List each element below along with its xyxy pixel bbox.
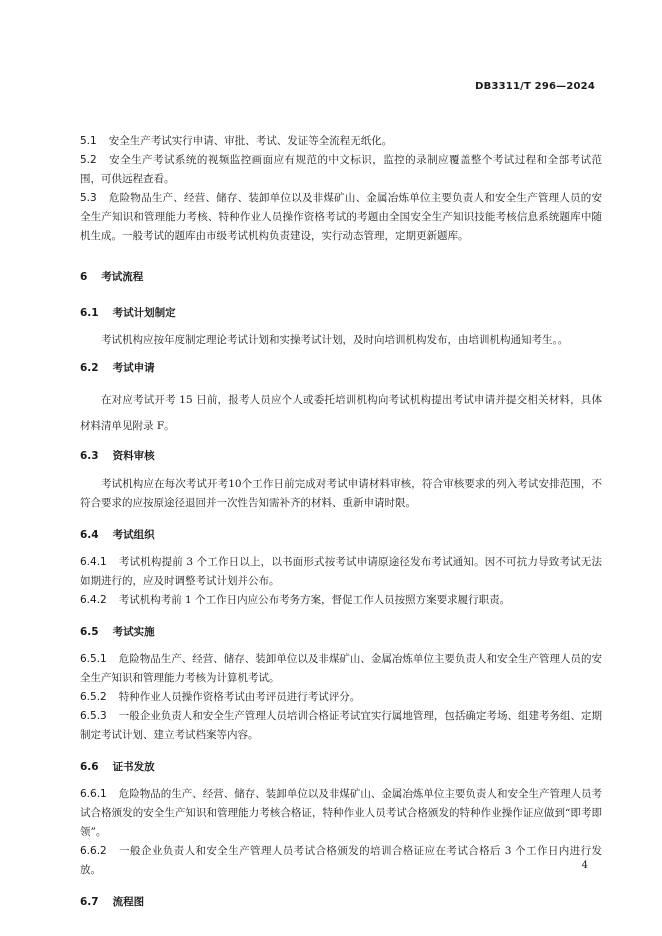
clause-text: 考试机构提前 3 个工作日以上，以书面形式按考试申请原途径发布考试通知。因不可抗力导致考试无法如期进行的，应及时调整考试计划并公布。 [80,556,602,587]
section-6-3-heading [80,447,602,466]
document-code: DB3311/T 296—2024 [475,81,595,92]
section-title: 考试组织 [112,529,155,541]
section-number: 6.4 [80,529,99,541]
clause-6-5-3 [80,707,602,745]
section-number: 6.5 [80,626,99,638]
clause-number: 6.6.1 [80,788,107,800]
clause-text: 危险物品的生产、经营、储存、装卸单位以及非煤矿山、金属冶炼单位主要负责人和安全生产管理人员考试合格颁发的安全生产知识和管理能力考核合格证，特种作业人员考试合格颁发的特种作业操作证应做到“即考即领”。 [80,788,602,838]
clause-6-4-1 [80,553,602,591]
clause-number: 5.2 [80,154,97,166]
clause-text: 特种作业人员操作资格考试由考评员进行考试评分。 [118,691,361,703]
clause-number: 5.1 [80,135,97,147]
page-number: 4 [581,860,588,871]
section-6-heading [80,268,602,287]
section-title: 考试申请 [112,362,155,374]
clause-number: 6.6.2 [80,845,107,857]
section-title: 流程图 [112,896,145,908]
section-number: 6.2 [80,362,99,374]
section-6-1-heading [80,304,602,323]
clause-6-5-2 [80,688,602,707]
section-number: 6.7 [80,896,99,908]
section-title: 考试实施 [112,626,155,638]
clause-number: 6.4.1 [80,556,107,568]
paragraph-6-3: 考试机构应在每次考试开考10个工作日前完成对考试申请材料审核，符合审核要求的列入考试安排范围，不符合要求的应按原途径退回并一次性告知需补齐的材料、重新申请时限。 [80,478,602,509]
section-number: 6.1 [80,307,99,319]
clause-5-1 [80,132,602,151]
clause-number: 5.3 [80,192,97,204]
section-number: 6.3 [80,450,99,462]
paragraph-6-2: 在对应考试开考 15 日前，报考人员应个人或委托培训机构向考试机构提出考试申请并提交相关材料，具体材料清单见附录 F。 [80,394,602,432]
section-6-4-heading [80,526,602,545]
clause-text: 安全生产考试系统的视频监控画面应有规范的中文标识，监控的录制应覆盖整个考试过程和全部考试范围，可供远程查看。 [80,154,602,185]
clause-text: 危险物品生产、经营、储存、装卸单位以及非煤矿山、金属冶炼单位主要负责人和安全生产管理人员的安全生产知识和管理能力考核、特种作业人员操作资格考试的考题由全国安全生产知识技能考核信息系统题库中随机生成。一般考试的题库由市级考试机构负责建设，实行动态管理，定期更新题库。 [80,192,602,242]
clause-number: 6.4.2 [80,594,107,606]
section-number: 6.6 [80,761,99,773]
paragraph-6-1: 考试机构应按年度制定理论考试计划和实操考试计划，及时向培训机构发布，由培训机构通知考生。。 [101,334,569,346]
section-title: 资料审核 [112,450,155,462]
clause-6-4-2 [80,591,602,610]
clause-6-5-1 [80,650,602,688]
clause-text: 危险物品生产、经营、储存、装卸单位以及非煤矿山、金属冶炼单位主要负责人和安全生产管理人员的安全生产知识和管理能力考核为计算机考试。 [80,653,602,684]
clause-5-3 [80,189,602,246]
section-6-2-heading [80,359,602,378]
section-title: 证书发放 [112,761,155,773]
clause-text: 考试机构考前 1 个工作日内应公布考务方案，督促工作人员按照方案要求履行职责。 [118,594,511,606]
clause-6-6-1 [80,785,602,842]
section-title: 考试计划制定 [112,307,176,319]
clause-6-6-2 [80,842,602,880]
section-title: 考试流程 [101,271,144,283]
clause-5-2 [80,151,602,189]
section-6-7-heading [80,893,602,912]
clause-text: 安全生产考试实行申请、审批、考试、发证等全流程无纸化。 [108,135,393,147]
section-number: 6 [80,271,88,283]
document-body [80,132,602,912]
clause-number: 6.5.1 [80,653,107,665]
clause-number: 6.5.3 [80,710,107,722]
clause-text: 一般企业负责人和安全生产管理人员考试合格颁发的培训合格证应在考试合格后 3 个工作日内进行发放。 [80,845,602,876]
section-6-5-heading [80,623,602,642]
clause-number: 6.5.2 [80,691,107,703]
section-6-6-heading [80,758,602,777]
clause-text: 一般企业负责人和安全生产管理人员培训合格证考试宜实行属地管理，包括确定考场、组建考务组、定期制定考试计划、建立考试档案等内容。 [80,710,602,741]
